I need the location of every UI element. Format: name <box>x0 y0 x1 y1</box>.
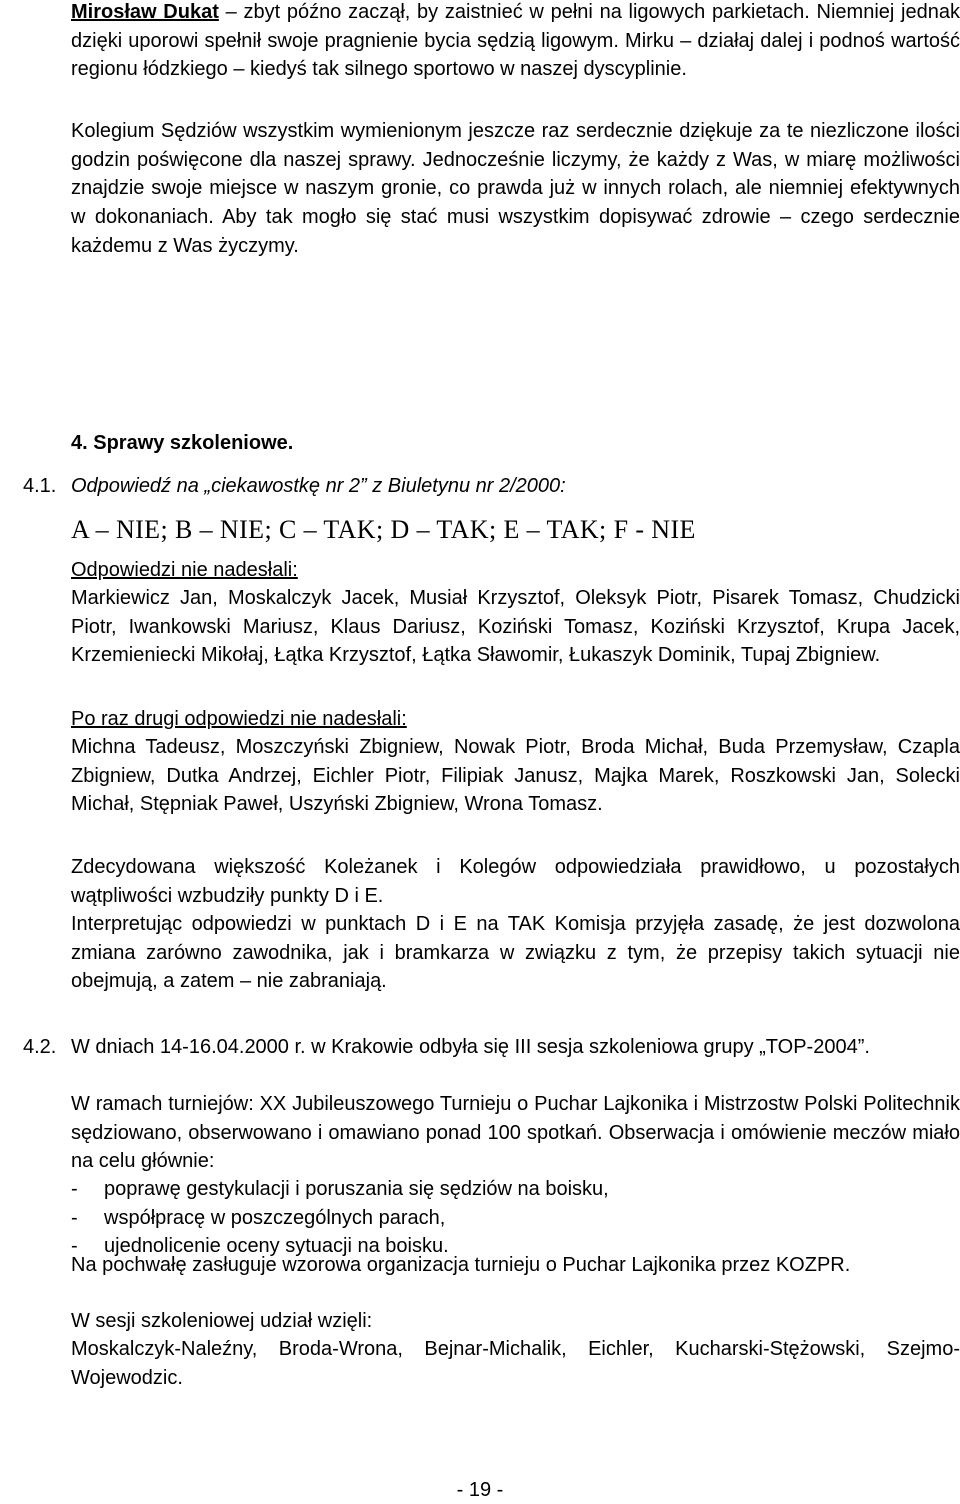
goals-list <box>71 1175 960 1261</box>
intro-paragraph <box>71 0 960 84</box>
no-answer-list: Markiewicz Jan, Moskalczyk Jacek, Musiał Krzysztof, Oleksyk Piotr, Pisarek Tomasz, Chudzicki Piotr, Iwankowski Mariusz, Klaus Dariusz, Koziński Tomasz, Koziński Krzysztof, Krupa Jacek, Krzemieniecki Mikołaj, Łątka Krzysztof, Łątka Sławomir, Łukaszyk Dominik, Tupaj Zbigniew. <box>71 587 960 667</box>
interpretation-paragraph: Interpretując odpowiedzi w punktach D i E na TAK Komisja przyjęła zasadę, że jest dozwolona zmiana zarówno zawodnika, jak i bramkarza w związku z tym, że przepisy takich sytuacji nie obejmują, a zatem – nie zabraniają. <box>71 913 960 993</box>
session-paragraph: W dniach 14-16.04.2000 r. w Krakowie odbyła się III sesja szkoleniowa grupy „TOP-2004”. <box>71 1036 870 1058</box>
goal-item: - poprawę gestykulacji i poruszania się sędziów na boisku, <box>71 1175 960 1204</box>
kolegium-paragraph: Kolegium Sędziów wszystkim wymienionym jeszcze raz serdecznie dziękuje za te niezliczone ilości godzin poświęcone dla naszej sprawy. Jednocześnie liczymy, że każdy z Was, w miarę możliwości znajdzie swoje miejsce w naszym gronie, co prawda już w innych rolach, ale niemniej efektywnych w dokonaniach. Aby tak mogło się stać musi wszystkim dopisywać zdrowie – czego serdecznie każdemu z Was życzymy. <box>71 120 960 257</box>
tournaments-paragraph: W ramach turniejów: XX Jubileuszowego Turnieju o Puchar Lajkonika i Mistrzostw Polski Politechnik sędziowano, obserwowano i omawiano ponad 100 spotkań. Obserwacja i omówienie meczów miało na celu głównie: <box>71 1093 960 1173</box>
page-number: - 19 - <box>456 1479 504 1501</box>
majority-paragraph: Zdecydowana większość Koleżanek i Kolegów odpowiedziała prawidłowo, u pozostałych wątpliwości wzbudziły punkty D i E. <box>71 856 960 907</box>
no-answer-heading: Odpowiedzi nie nadesłali: <box>71 559 298 581</box>
goal-item: - ujednolicenie oceny sytuacji na boisku. <box>71 1232 960 1261</box>
person-name: Mirosław Dukat <box>71 1 219 23</box>
section-4-1-title: Odpowiedź na „ciekawostkę nr 2” z Biuletynu nr 2/2000: <box>71 475 566 497</box>
again-list: Michna Tadeusz, Moszczyński Zbigniew, Nowak Piotr, Broda Michał, Buda Przemysław, Czapla Zbigniew, Dutka Andrzej, Eichler Piotr, Filipiak Janusz, Majka Marek, Roszkowski Jan, Solecki Michał, Stępniak Paweł, Uszyński Zbigniew, Wrona Tomasz. <box>71 736 960 816</box>
section-number-4-1: 4.1. <box>23 475 57 497</box>
participants-list: Moskalczyk-Naleźny, Broda-Wrona, Bejnar-Michalik, Eichler, Kucharski-Stężowski, Szejmo-Wojewodzic. <box>71 1338 960 1389</box>
praise-paragraph: Na pochwałę zasługuje wzorowa organizacja turnieju o Puchar Lajkonika przez KOZPR. <box>71 1254 851 1276</box>
answers-line: A – NIE; B – NIE; C – TAK; D – TAK; E – TAK; F - NIE <box>71 515 696 544</box>
goal-item: - współpracę w poszczególnych parach, <box>71 1204 960 1233</box>
section-number-4-2: 4.2. <box>23 1036 57 1058</box>
intro-text: – zbyt późno zaczął, by zaistnieć w pełni na ligowych parkietach. Niemniej jednak dzięki uporowi spełnił swoje pragnienie bycia sędzią ligowym. Mirku – działaj dalej i podnoś wartość regionu łódzkiego – kiedyś tak silnego sportowo w naszej dyscyplinie. <box>71 1 960 81</box>
again-heading: Po raz drugi odpowiedzi nie nadesłali: <box>71 708 407 730</box>
participants-label: W sesji szkoleniowej udział wzięli: <box>71 1310 373 1332</box>
section-heading: 4. Sprawy szkoleniowe. <box>71 432 294 454</box>
